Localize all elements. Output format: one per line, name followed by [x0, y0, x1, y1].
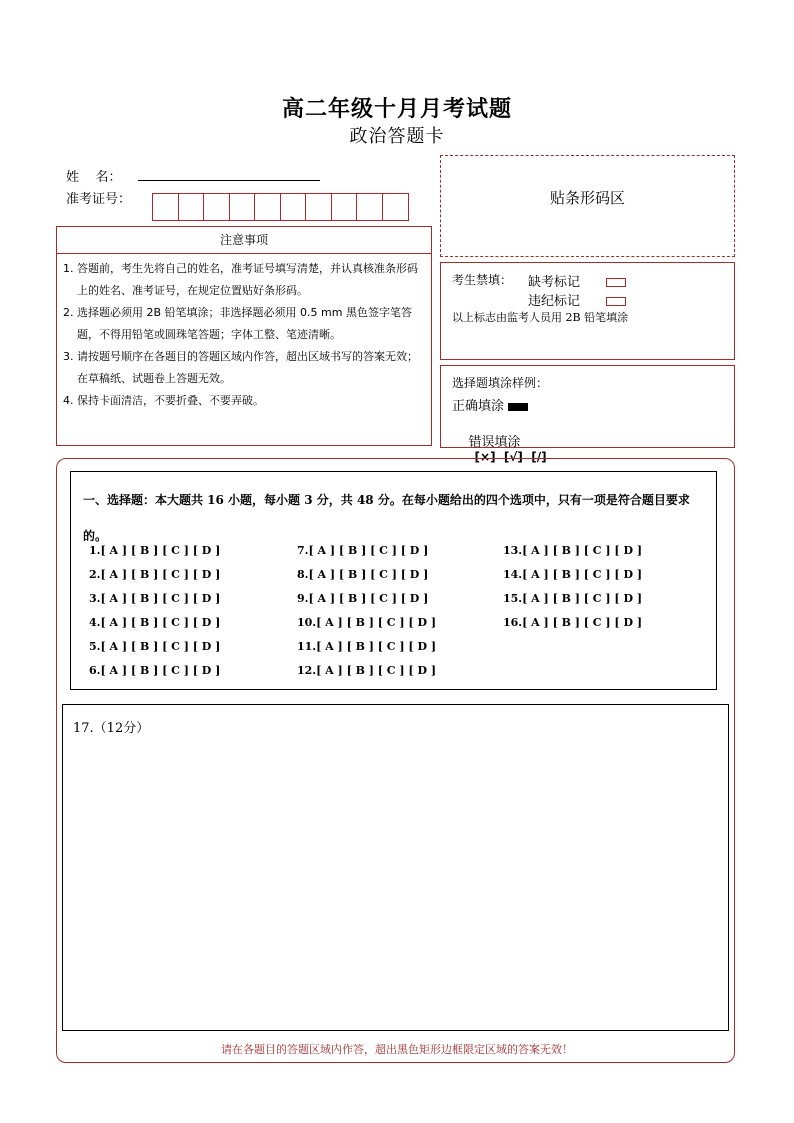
choice-question-row[interactable]: 14.[ A ] [ B ] [ C ] [ D ] — [503, 568, 643, 581]
id-number-boxes — [152, 193, 409, 221]
choice-question-row[interactable]: 13.[ A ] [ B ] [ C ] [ D ] — [503, 544, 643, 557]
choice-question-row[interactable]: 16.[ A ] [ B ] [ C ] [ D ] — [503, 616, 643, 629]
wrong-fill-examples: [×] [√] [/] — [474, 450, 547, 464]
choice-question-row[interactable]: 12.[ A ] [ B ] [ C ] [ D ] — [297, 664, 437, 677]
id-digit-box[interactable] — [255, 194, 281, 220]
ban-note: 以上标志由监考人员用 2B 铅笔填涂 — [452, 311, 629, 324]
violation-mark-box[interactable] — [606, 297, 626, 306]
id-digit-box[interactable] — [230, 194, 256, 220]
correct-fill-example — [508, 403, 528, 411]
choice-question-row[interactable]: 6.[ A ] [ B ] [ C ] [ D ] — [89, 664, 221, 677]
notice-item: 4. 保持卡面清洁，不要折叠、不要弄破。 — [63, 394, 264, 407]
id-digit-box[interactable] — [204, 194, 230, 220]
barcode-area — [440, 155, 735, 257]
ban-label: 考生禁填： — [452, 273, 513, 287]
choice-question-row[interactable]: 1.[ A ] [ B ] [ C ] [ D ] — [89, 544, 221, 557]
choice-question-row[interactable]: 10.[ A ] [ B ] [ C ] [ D ] — [297, 616, 437, 629]
question-17-label: 17.（12分） — [73, 721, 150, 736]
choice-question-row[interactable]: 15.[ A ] [ B ] [ C ] [ D ] — [503, 592, 643, 605]
id-digit-box[interactable] — [306, 194, 332, 220]
question-17-answer-area[interactable] — [62, 704, 729, 1031]
notice-list — [57, 254, 431, 412]
exam-title: 高二年级十月月考试题 — [281, 96, 512, 122]
choice-question-row[interactable]: 7.[ A ] [ B ] [ C ] [ D ] — [297, 544, 429, 557]
notice-item: 2. 选择题必须用 2B 铅笔填涂；非选择题必须用 0.5 mm 黑色签字笔答题，不得用铅笔或圆珠笔答题；字体工整、笔迹清晰。 — [63, 306, 412, 341]
violation-mark-label: 违纪标记 — [528, 294, 581, 309]
barcode-area-label: 贴条形码区 — [549, 189, 625, 207]
notice-item: 3. 请按题号顺序在各题目的答题区域内作答，超出区域书写的答案无效；在草稿纸、试题卷上答题无效。 — [63, 350, 418, 385]
choice-question-row[interactable]: 8.[ A ] [ B ] [ C ] [ D ] — [297, 568, 429, 581]
notice-panel — [56, 226, 432, 446]
choice-question-row[interactable]: 11.[ A ] [ B ] [ C ] [ D ] — [297, 640, 437, 653]
multiple-choice-instructions: 一、选择题：本大题共 16 小题，每小题 3 分，共 48 分。在每小题给出的四个选项中，只有一项是符合题目要求的。 — [83, 493, 690, 543]
id-digit-box[interactable] — [332, 194, 358, 220]
correct-fill-label: 正确填涂 — [452, 399, 505, 414]
proctor-only-panel — [440, 262, 735, 360]
id-digit-box[interactable] — [383, 194, 409, 220]
choice-question-row[interactable]: 5.[ A ] [ B ] [ C ] [ D ] — [89, 640, 221, 653]
fill-sample-title: 选择题填涂样例： — [452, 376, 549, 390]
name-label: 姓 名： — [66, 170, 122, 185]
choice-question-row[interactable]: 3.[ A ] [ B ] [ C ] [ D ] — [89, 592, 221, 605]
choice-question-row[interactable]: 4.[ A ] [ B ] [ C ] [ D ] — [89, 616, 221, 629]
absent-mark-box[interactable] — [606, 278, 626, 287]
absent-mark-label: 缺考标记 — [528, 275, 581, 290]
card-subtitle: 政治答题卡 — [349, 126, 445, 147]
wrong-fill-label: 错误填涂 — [468, 435, 521, 450]
name-field[interactable] — [138, 180, 320, 181]
choice-question-row[interactable]: 9.[ A ] [ B ] [ C ] [ D ] — [297, 592, 429, 605]
id-label: 准考证号： — [66, 192, 132, 207]
id-digit-box[interactable] — [153, 194, 179, 220]
id-digit-box[interactable] — [281, 194, 307, 220]
footer-warning: 请在各题目的答题区域内作答，超出黑色矩形边框限定区域的答案无效！ — [221, 1043, 573, 1056]
id-digit-box[interactable] — [357, 194, 383, 220]
notice-item: 1. 答题前，考生先将自己的姓名，准考证号填写清楚，并认真核准条形码上的姓名、准考证号，在规定位置贴好条形码。 — [63, 262, 418, 297]
multiple-choice-section — [70, 471, 717, 690]
id-digit-box[interactable] — [179, 194, 205, 220]
choice-question-row[interactable]: 2.[ A ] [ B ] [ C ] [ D ] — [89, 568, 221, 581]
notice-title: 注意事项 — [57, 227, 431, 254]
fill-sample-panel — [440, 365, 735, 464]
